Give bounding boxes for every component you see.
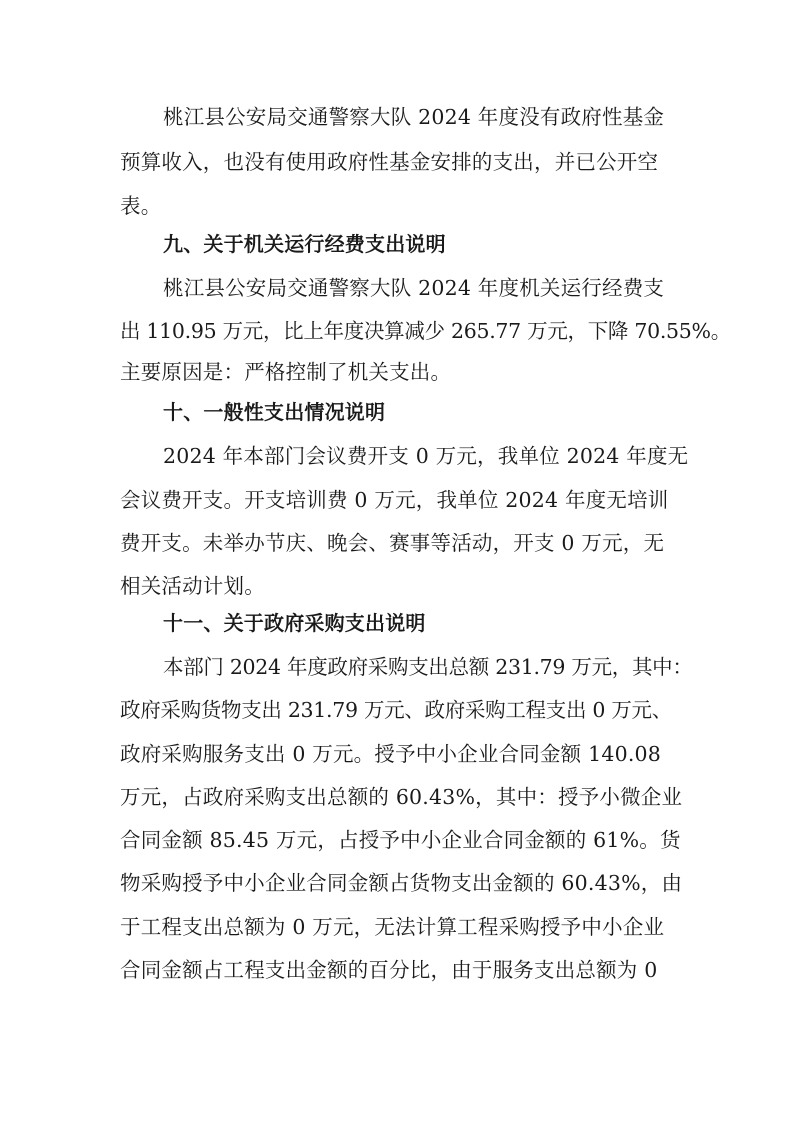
paragraph-line: 2024 年本部门会议费开支 0 万元，我单位 2024 年度无 <box>163 444 689 468</box>
paragraph-line: 万元，占政府采购支出总额的 60.43%，其中：授予小微企业 <box>120 785 683 809</box>
paragraph-line: 于工程支出总额为 0 万元，无法计算工程采购授予中小企业 <box>120 915 665 939</box>
section-heading: 九、关于机关运行经费支出说明 <box>163 232 446 256</box>
section-heading: 十、一般性支出情况说明 <box>163 400 386 424</box>
paragraph-line: 会议费开支。开支培训费 0 万元，我单位 2024 年度无培训 <box>120 488 669 512</box>
paragraph-line: 主要原因是：严格控制了机关支出。 <box>120 360 452 384</box>
paragraph-line: 政府采购货物支出 231.79 万元、政府采购工程支出 0 万元、 <box>120 698 672 722</box>
paragraph-line: 相关活动计划。 <box>120 574 265 598</box>
paragraph-line: 本部门 2024 年度政府采购支出总额 231.79 万元，其中： <box>163 655 693 679</box>
paragraph-line: 合同金额占工程支出金额的百分比，由于服务支出总额为 0 <box>120 958 658 982</box>
section-heading: 十一、关于政府采购支出说明 <box>163 611 426 635</box>
paragraph-line: 费开支。未举办节庆、晚会、赛事等活动，开支 0 万元，无 <box>120 531 665 555</box>
paragraph-line: 表。 <box>120 194 162 218</box>
paragraph-line: 政府采购服务支出 0 万元。授予中小企业合同金额 140.08 <box>120 742 662 766</box>
paragraph-line: 预算收入，也没有使用政府性基金安排的支出，并已公开空 <box>120 150 659 174</box>
paragraph-line: 合同金额 85.45 万元，占授予中小企业合同金额的 61%。货 <box>120 828 681 852</box>
paragraph-line: 桃江县公安局交通警察大队 2024 年度没有政府性基金 <box>163 105 665 129</box>
paragraph-line: 桃江县公安局交通警察大队 2024 年度机关运行经费支 <box>163 276 665 300</box>
paragraph-line: 出 110.95 万元，比上年度决算减少 265.77 万元，下降 70.55%。 <box>120 319 731 343</box>
paragraph-line: 物采购授予中小企业合同金额占货物支出金额的 60.43%，由 <box>120 871 683 895</box>
